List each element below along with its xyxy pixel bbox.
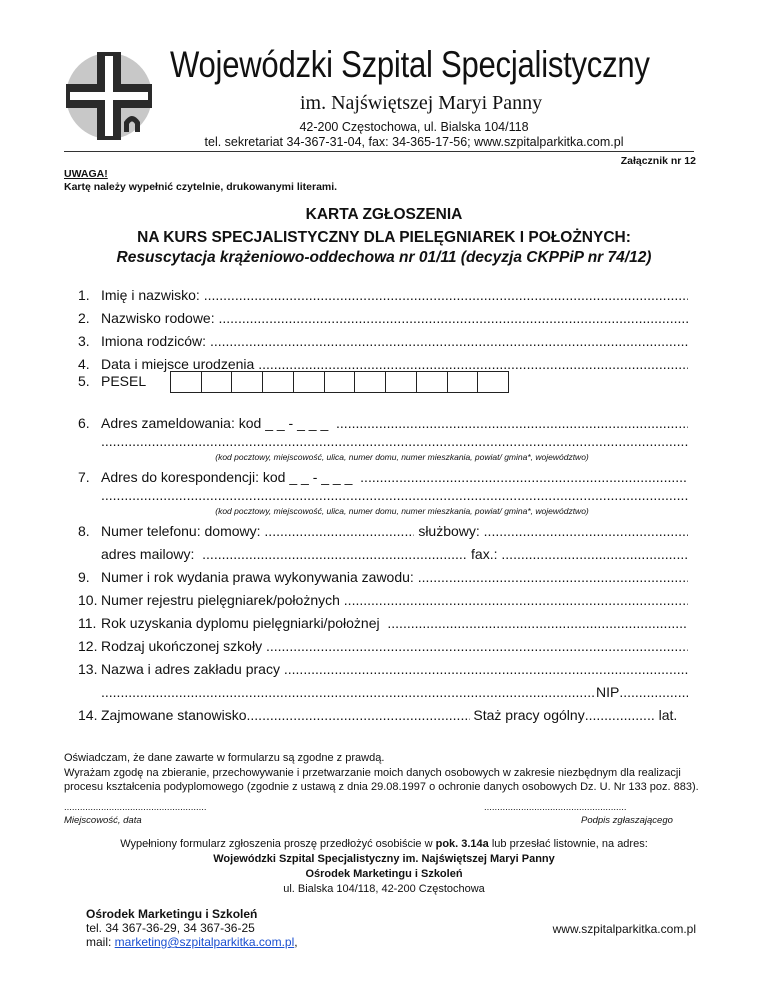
submission-department: Ośrodek Marketingu i Szkoleń — [305, 868, 463, 880]
pesel-digit-box[interactable] — [294, 372, 325, 392]
field-number: 6. — [78, 415, 90, 431]
submission-prefix: Wypełniony formularz zgłoszenia proszę przedłożyć osobiście w — [120, 838, 436, 850]
fax-label: fax.: — [471, 546, 498, 562]
field-label: Imiona rodziców: — [101, 333, 207, 349]
field-parents-names[interactable] — [78, 333, 688, 349]
field-number: 3. — [78, 333, 90, 349]
fill-line[interactable] — [101, 487, 688, 503]
email-link[interactable]: marketing@szpitalparkitka.com.pl — [114, 935, 295, 949]
fill-line[interactable] — [219, 310, 689, 326]
field-correspondence-address-line2[interactable] — [101, 487, 688, 503]
field-label: Zajmowane stanowisko — [101, 707, 247, 723]
field-workplace[interactable] — [78, 661, 688, 677]
nip-label: NIP — [596, 684, 620, 700]
submission-address: ul. Bialska 104/118, 42-200 Częstochowa — [283, 883, 485, 895]
field-label: Numer rejestru pielęgniarek/położnych — [101, 592, 340, 608]
field-number: 9. — [78, 569, 90, 585]
fill-line[interactable] — [484, 523, 688, 539]
footer-phone: tel. 34 367-36-29, 34 367-36-25 — [86, 921, 255, 935]
warning-text: Kartę należy wypełnić czytelnie, drukowanymi literami. — [64, 181, 338, 193]
field-number: 7. — [78, 469, 90, 485]
field-diploma-year[interactable] — [78, 615, 688, 631]
submission-hospital: Wojewódzki Szpital Specjalistyczny im. Najświętszej Maryi Panny — [213, 853, 555, 865]
hospital-phones: tel. sekretariat 34-367-31-04, fax: 34-365-17-56; www.szpitalparkitka.com.pl — [204, 135, 624, 149]
room-number: pok. 3.14a — [435, 838, 489, 850]
submission-instructions — [0, 837, 768, 852]
address-hint: (kod pocztowy, miejscowość, ulica, numer domu, numer mieszkania, powiat/ gmina*, województwo) — [215, 506, 589, 516]
field-label: Rodzaj ukończonej szkoły — [101, 638, 263, 654]
pesel-digit-box[interactable] — [386, 372, 417, 392]
field-number: 14. — [78, 707, 98, 723]
pesel-boxes[interactable] — [170, 371, 509, 393]
footer-website[interactable]: www.szpitalparkitka.com.pl — [552, 922, 696, 936]
field-label: Adres zameldowania: kod _ _ - _ _ _ — [101, 415, 329, 431]
field-number: 4. — [78, 356, 90, 372]
pesel-digit-box[interactable] — [171, 372, 202, 392]
field-position[interactable] — [78, 707, 688, 723]
fill-line[interactable] — [210, 333, 688, 349]
fill-line[interactable] — [202, 546, 467, 562]
field-number: 2. — [78, 310, 90, 326]
field-label: Numer telefonu: domowy: — [101, 523, 261, 539]
course-name: Resuscytacja krążeniowo-oddechowa nr 01/11 (decyzja CKPPiP nr 74/12) — [116, 249, 652, 266]
form-title: KARTA ZGŁOSZENIA — [305, 206, 463, 223]
field-email-fax[interactable] — [101, 546, 688, 562]
fill-line[interactable] — [585, 707, 655, 723]
warning-title: UWAGA! — [64, 168, 108, 180]
field-label: Nazwisko rodowe: — [101, 310, 215, 326]
seniority-label: Staż pracy ogólny — [473, 707, 585, 723]
pesel-digit-box[interactable] — [448, 372, 479, 392]
form-subtitle: NA KURS SPECJALISTYCZNY DLA PIELĘGNIAREK I POŁOŻNYCH: — [137, 229, 631, 246]
field-label: Rok uzyskania dyplomu pielęgniarki/położnej — [101, 615, 380, 631]
pesel-digit-box[interactable] — [355, 372, 386, 392]
signature-label: Podpis zgłaszającego — [581, 815, 673, 826]
field-school-type[interactable] — [78, 638, 688, 654]
field-label: Data i miejsce urodzenia — [101, 356, 255, 372]
field-number: 10. — [78, 592, 98, 608]
declaration-consent: Wyrażam zgodę na zbieranie, przechowywanie i przetwarzanie moich danych osobowych w zakresie niezbędnym dla realizacji procesu kształcenia podyplomowego (zgodnie z ustawą z dnia 29.08.1997 o ochronie danych osobowych Dz. U. Nr 133 poz. 883). — [64, 767, 699, 793]
fill-line[interactable] — [204, 287, 688, 303]
fill-line[interactable] — [387, 615, 688, 631]
footer-department: Ośrodek Marketingu i Szkoleń — [86, 907, 258, 921]
declaration-truth: Oświadczam, że dane zawarte w formularzu są zgodne z prawdą. — [64, 752, 385, 764]
field-register-number[interactable] — [78, 592, 688, 608]
field-registered-address-line2[interactable] — [101, 433, 688, 449]
annex-number: Załącznik nr 12 — [620, 155, 696, 167]
fill-line[interactable] — [258, 356, 688, 372]
address-hint: (kod pocztowy, miejscowość, ulica, numer domu, numer mieszkania, powiat/ gmina*, województwo) — [215, 452, 589, 462]
field-birth-date-place[interactable] — [78, 356, 688, 372]
pesel-digit-box[interactable] — [232, 372, 263, 392]
submission-suffix: lub przesłać listownie, na adres: — [488, 838, 648, 850]
field-number: 5. — [78, 373, 90, 389]
field-correspondence-address[interactable] — [78, 469, 688, 485]
field-number: 13. — [78, 661, 98, 677]
fill-line[interactable] — [501, 546, 688, 562]
field-number: 12. — [78, 638, 98, 654]
signature-line[interactable]: ...................................................... — [484, 802, 627, 813]
field-phone[interactable] — [78, 523, 688, 539]
footer-mail-prefix: mail: — [86, 935, 115, 949]
field-maiden-name[interactable] — [78, 310, 688, 326]
work-phone-label: służbowy: — [418, 523, 480, 539]
pesel-digit-box[interactable] — [325, 372, 356, 392]
fill-line[interactable] — [336, 415, 688, 431]
field-label: Adres do korespondencji: kod _ _ - _ _ _ — [101, 469, 353, 485]
footer-mail-line — [86, 935, 298, 949]
years-label: lat. — [658, 707, 678, 723]
field-workplace-nip[interactable] — [101, 684, 688, 700]
field-label: Nazwa i adres zakładu pracy — [101, 661, 280, 677]
field-label: Numer i rok wydania prawa wykonywania zawodu: — [101, 569, 414, 585]
place-date-line[interactable]: ...................................................... — [64, 802, 207, 813]
hospital-name: Wojewódzki Szpital Specjalistyczny — [170, 44, 650, 85]
pesel-digit-box[interactable] — [478, 372, 508, 392]
email-label: adres mailowy: — [101, 546, 195, 562]
fill-line[interactable] — [247, 707, 470, 723]
field-registered-address[interactable] — [78, 415, 688, 431]
fill-line[interactable] — [101, 433, 688, 449]
fill-line[interactable] — [101, 684, 596, 700]
pesel-digit-box[interactable] — [202, 372, 233, 392]
fill-line[interactable] — [619, 684, 688, 700]
fill-line[interactable] — [264, 523, 414, 539]
pesel-digit-box[interactable] — [417, 372, 448, 392]
fill-line[interactable] — [418, 569, 688, 585]
pesel-digit-box[interactable] — [263, 372, 294, 392]
field-label: PESEL — [101, 373, 147, 389]
hospital-address: 42-200 Częstochowa, ul. Bialska 104/118 — [299, 120, 529, 134]
field-number: 1. — [78, 287, 90, 303]
hospital-patron: im. Najświętszej Maryi Panny — [300, 92, 543, 114]
place-date-label: Miejscowość, data — [64, 815, 142, 826]
fill-line[interactable] — [360, 469, 688, 485]
footer-contact — [86, 907, 298, 949]
fill-line[interactable] — [344, 592, 688, 608]
footer-mail-suffix: , — [294, 935, 298, 949]
header-divider — [64, 151, 694, 152]
fill-line[interactable] — [266, 638, 688, 654]
field-name[interactable] — [78, 287, 688, 303]
field-license[interactable] — [78, 569, 688, 585]
field-label: Imię i nazwisko: — [101, 287, 200, 303]
fill-line[interactable] — [284, 661, 688, 677]
field-number: 11. — [78, 615, 97, 631]
field-number: 8. — [78, 523, 90, 539]
